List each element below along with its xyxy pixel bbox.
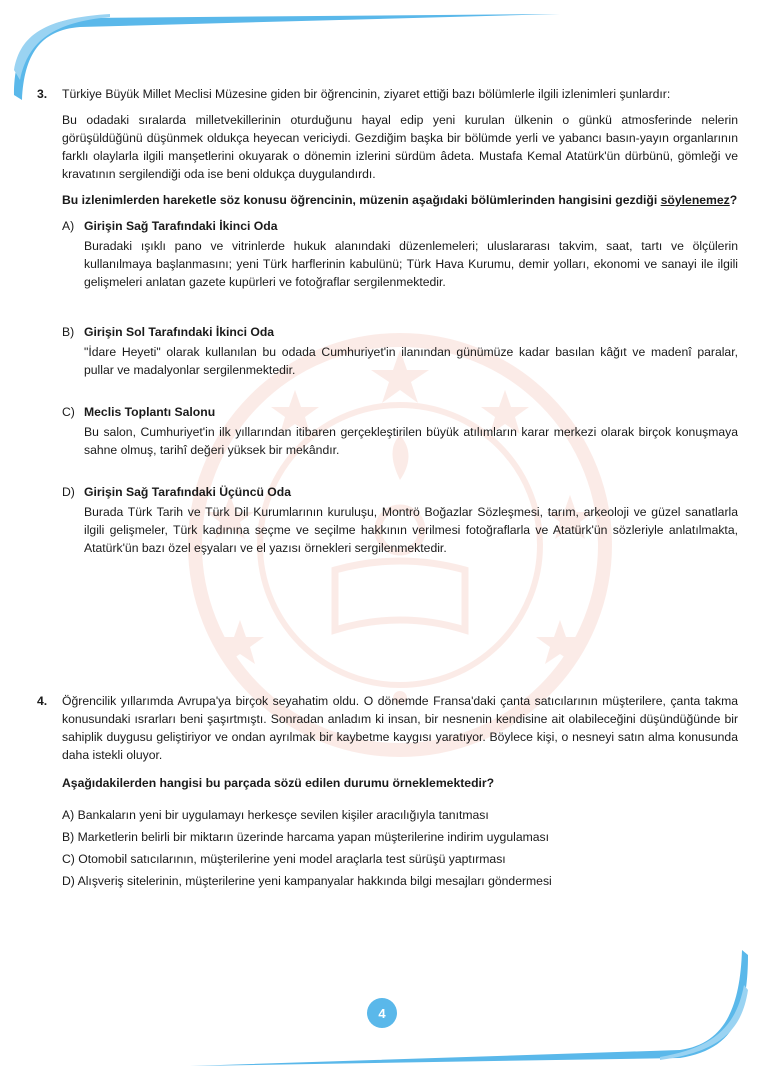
negative-keyword: söylenemez [660,193,730,207]
option-b[interactable] [62,323,738,379]
option-body: Bu salon, Cumhuriyet'in ilk yıllarından itibaren gerçekleştirilen büyük atılımların karar merkezi olarak birçok konuşmaya sahne olmuş, tarihî değeri yüksek bir mekândır. [84,425,738,457]
option-letter: C) [62,852,75,866]
option-b[interactable] [62,828,738,846]
option-letter: D) [62,874,75,888]
question-number: 4. [37,694,48,708]
option-text: Alışveriş sitelerinin, müşterilerine yeni kampanyalar hakkında bilgi mesajları göndermesi [77,874,552,888]
option-c[interactable] [62,850,738,868]
question-prompt: Aşağıdakilerden hangisi bu parçada sözü edilen durumu örneklemektedir? [62,776,495,790]
option-body: Burada Türk Tarih ve Türk Dil Kurumlarının kuruluşu, Montrö Boğazlar Sözleşmesi, tarım, arkeoloji ve güzel sanatlarla ilgili gelişmeler, Türk kadınına seçme ve seçilme hakkının verilmesi fotoğraflarla ve Atatürk'ün sözleriyle anlatılmakta, Atatürk'ün bazı özel eşyaları ve el yazısı örnekleri sergilenmektedir. [84,505,738,555]
question-intro: Türkiye Büyük Millet Meclisi Müzesine giden bir öğrencinin, ziyaret ettiği bazı bölümlerle ilgili izlenimleri şunlardır: [62,87,671,101]
option-c[interactable] [62,403,738,459]
question-prompt-text: Bu izlenimlerden hareketle söz konusu öğrencinin, müzenin aşağıdaki bölümlerinden hangisini gezdiği [62,193,661,207]
option-title: Girişin Sağ Tarafındaki İkinci Oda [84,219,278,233]
option-d[interactable] [62,483,738,557]
option-title: Girişin Sol Tarafındaki İkinci Oda [84,325,275,339]
option-letter: C) [62,405,75,419]
question-stem: Öğrencilik yıllarımda Avrupa'ya birçok seyahatim oldu. O dönemde Fransa'daki çanta satıcılarının müşterilere, çanta takma konusundaki ısrarları beni şaşırtmıştı. Sonradan anladım ki insan, bir nesnenin kendisine ait olabileceğini düşündüğünde bir sahiplik duygusu geliştiriyor ve ondan ayrılmak bir kaybetme kaygısı yaratıyor. Böylece kişi, o nesneyi satın alma konusunda daha istekli oluyor. [62,694,738,762]
question-stem: Bu odadaki sıralarda milletvekillerinin oturduğunu hayal edip yeni kurulan ülkenin o günkü atmosferinde nelerin görüşüldüğünü düşünmek oldukça heyecan vericiydi. Gezdiğim başka bir bölümde yerli ve yabancı basın-yayın organlarının farklı olaylarla ilgili manşetlerini okuyarak o dönemin izlerini sürdüm âdeta. Mustafa Kemal Atatürk'ün dürbünü, gömleği ve kravatının sergilendiği oda ise beni oldukça duygulandırdı. [62,113,738,181]
question-4 [37,692,738,890]
option-title: Girişin Sağ Tarafındaki Üçüncü Oda [84,485,292,499]
option-letter: D) [62,485,75,499]
question-number: 3. [37,87,48,101]
option-letter: A) [62,219,75,233]
option-letter: B) [62,325,75,339]
option-d[interactable] [62,872,738,890]
page-number: 4 [367,998,397,1028]
question-mark: ? [729,193,738,207]
option-letter: A) [62,808,75,822]
option-letter: B) [62,830,75,844]
question-prompt [62,191,738,209]
option-text: Otomobil satıcılarının, müşterilerine yeni model araçlarla test sürüşü yaptırması [78,852,506,866]
option-text: Bankaların yeni bir uygulamayı herkesçe sevilen kişiler aracılığıyla tanıtması [77,808,489,822]
option-body: "İdare Heyeti" olarak kullanılan bu odada Cumhuriyet'in ilanından günümüze kadar basılan kâğıt ve madenî paralar, pullar ve madalyonlar sergilenmektedir. [84,345,738,377]
option-a[interactable] [62,806,738,824]
option-body: Buradaki ışıklı pano ve vitrinlerde hukuk alanındaki düzenlemeleri; uluslararası takvim, saat, tartı ve ölçülerin kullanılmaya başlanmasını; yeni Türk harflerinin kabulünü; Türk Hava Kurumu, demir yolları, ekonomi ve sanayi ile ilgili gelişmeleri anlatan gazete kupürleri ve fotoğraflar sergilenmektedir. [84,239,738,289]
option-a[interactable] [62,217,738,291]
option-title: Meclis Toplantı Salonu [84,405,216,419]
question-3 [37,85,738,557]
option-text: Marketlerin belirli bir miktarın üzerinde harcama yapan müşterilerine indirim uygulaması [77,830,550,844]
